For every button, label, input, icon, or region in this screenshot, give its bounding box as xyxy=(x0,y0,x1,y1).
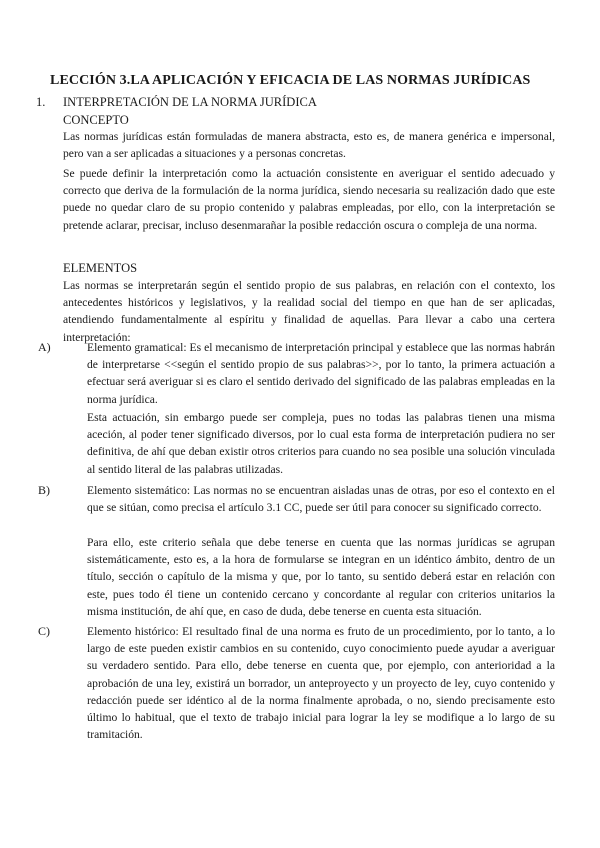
item-c-letter: C) xyxy=(38,624,50,638)
item-a-letter: A) xyxy=(38,340,51,354)
concepto-paragraph-2: Se puede definir la interpretación como la actuación consistente en averiguar el sentido adecuado y correcto que deriva de la formulación de la norma jurídica, siendo necesaria su realización dado que este puede no quedar claro de su propio contenido y palabras empleadas, por ello, con la interpretación se pretende aclarar, precisar, incluso desenmarañar la posible redacción oscura o compleja de una norma. xyxy=(63,167,555,232)
item-b-paragraph-2: Para ello, este criterio señala que debe tenerse en cuenta que las normas jurídicas se agrupan sistemáticamente, esto es, a la hora de formularse se integran en un idéntico ámbito, dentro de un título, sección o capítulo de la misma y que, por lo tanto, su sentido deberá estar en relación con este, pues todo él tiene un contenido cercano y concordante al regular con criterios unitarios la misma institución, de ahí que, en caso de duda, debe tenerse en cuenta esta situación. xyxy=(87,536,555,618)
item-b-letter: B) xyxy=(38,483,50,497)
elementos-heading: ELEMENTOS xyxy=(63,261,138,275)
elementos-intro: Las normas se interpretarán según el sentido propio de sus palabras, en relación con el contexto, los antecedentes históricos y legislativos, y la realidad social del tiempo en que han de ser aplicadas, atendiendo fundamentalmente al espíritu y finalidad de aquellas. Para llevar a cabo una certera interpretación: xyxy=(63,279,555,344)
item-b-paragraph-1: Elemento sistemático: Las normas no se encuentran aisladas unas de otras, por eso el contexto en el que se sitúan, como precisa el artículo 3.1 CC, puede ser útil para conocer su significado correcto. xyxy=(87,484,555,515)
item-c-paragraph-1: Elemento histórico: El resultado final de una norma es fruto de un procedimiento, por lo tanto, a lo largo de este pueden existir cambios en su contenido, cuyo conocimiento puede ayudar a averiguar su verdadero sentido. Para ello, debe tenerse en cuenta que, por ejemplo, con anterioridad a la aprobación de una ley, existirá un borrador, un anteproyecto y un proyecto de ley, cuyo contenido y redacción puede ser idéntico al de la norma finalmente aprobada, o no, siendo precisamente esto último lo habitual, que el texto de trabajo inicial para lograr la ley se modifique a lo largo de su tramitación. xyxy=(87,625,555,742)
section-number: 1. xyxy=(36,95,46,109)
item-a-paragraph-2: Esta actuación, sin embargo puede ser compleja, pues no todas las palabras tienen una misma aceción, al poder tener significado diversos, por lo cual esta forma de interpretación pudiera no ser definitiva, de ahí que deban existir otros criterios para cuando no sea posible una solución vinculada al sentido literal de las palabras utilizadas. xyxy=(87,411,555,476)
section-title: INTERPRETACIÓN DE LA NORMA JURÍDICA xyxy=(63,95,317,109)
concepto-paragraph-1: Las normas jurídicas están formuladas de manera abstracta, esto es, de manera genérica e impersonal, pero van a ser aplicadas a situaciones y a personas concretas. xyxy=(63,130,555,161)
lesson-title: LECCIÓN 3.LA APLICACIÓN Y EFICACIA DE LAS NORMAS JURÍDICAS xyxy=(50,73,531,88)
item-a-paragraph-1: Elemento gramatical: Es el mecanismo de interpretación principal y establece que las normas habrán de interpretarse <<según el sentido propio de sus palabras>>, por lo tanto, la primera actuación a efectuar será averiguar si es claro el sentido derivado del significado de las palabras empleadas en la norma jurídica. xyxy=(87,341,555,406)
concepto-heading: CONCEPTO xyxy=(63,113,129,127)
